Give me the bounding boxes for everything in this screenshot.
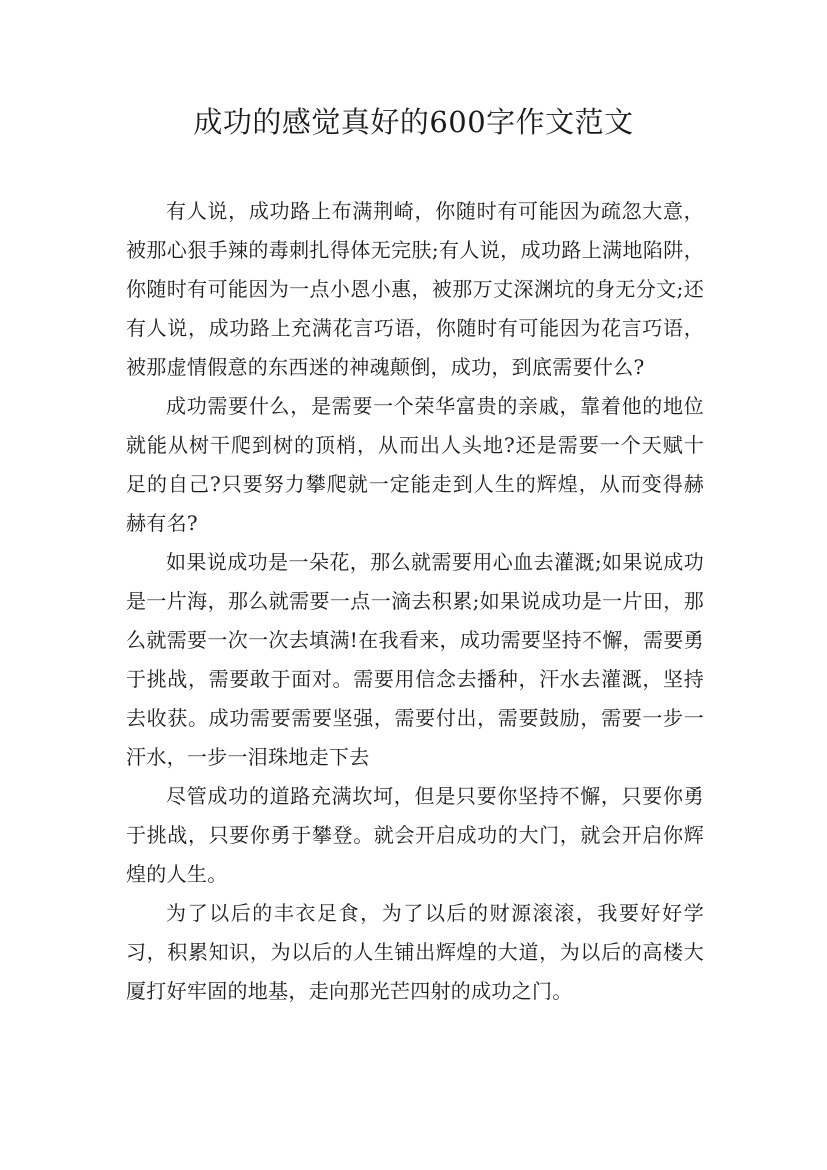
paragraph-5: 为了以后的丰衣足食，为了以后的财源滚滚，我要好好学习，积累知识，为以后的人生铺出辉煌的大道，为以后的高楼大厦打好牢固的地基，走向那光芒四射的成功之门。 <box>126 901 704 1003</box>
paragraph-4: 尽管成功的道路充满坎坷，但是只要你坚持不懈，只要你勇于挑战，只要你勇于攀登。就会开启成功的大门，就会开启你辉煌的人生。 <box>126 784 704 886</box>
document-body <box>126 192 704 1011</box>
paragraph-1: 有人说，成功路上布满荆崎，你随时有可能因为疏忽大意，被那心狠手辣的毒刺扎得体无完肤;有人说，成功路上满地陷阱，你随时有可能因为一点小恩小惠，被那万丈深渊坑的身无分文;还有人说，成功路上充满花言巧语，你随时有可能因为花言巧语，被那虚情假意的东西迷的神魂颠倒，成功，到底需要什么? <box>126 199 704 379</box>
paragraph-2: 成功需要什么，是需要一个荣华富贵的亲戚，靠着他的地位就能从树干爬到树的顶梢，从而出人头地?还是需要一个天赋十足的自己?只要努力攀爬就一定能走到人生的辉煌，从而变得赫赫有名? <box>126 394 704 535</box>
document-title: 成功的感觉真好的600字作文范文 <box>193 105 634 139</box>
paragraph-3: 如果说成功是一朵花，那么就需要用心血去灌溉;如果说成功是一片海，那么就需要一点一滴去积累;如果说成功是一片田，那么就需要一次一次去填满!在我看来，成功需要坚持不懈，需要勇于挑战，需要敢于面对。需要用信念去播种，汗水去灌溉，坚持去收获。成功需要需要坚强，需要付出，需要鼓励，需要一步一汗水，一步一泪珠地走下去 <box>126 550 704 769</box>
